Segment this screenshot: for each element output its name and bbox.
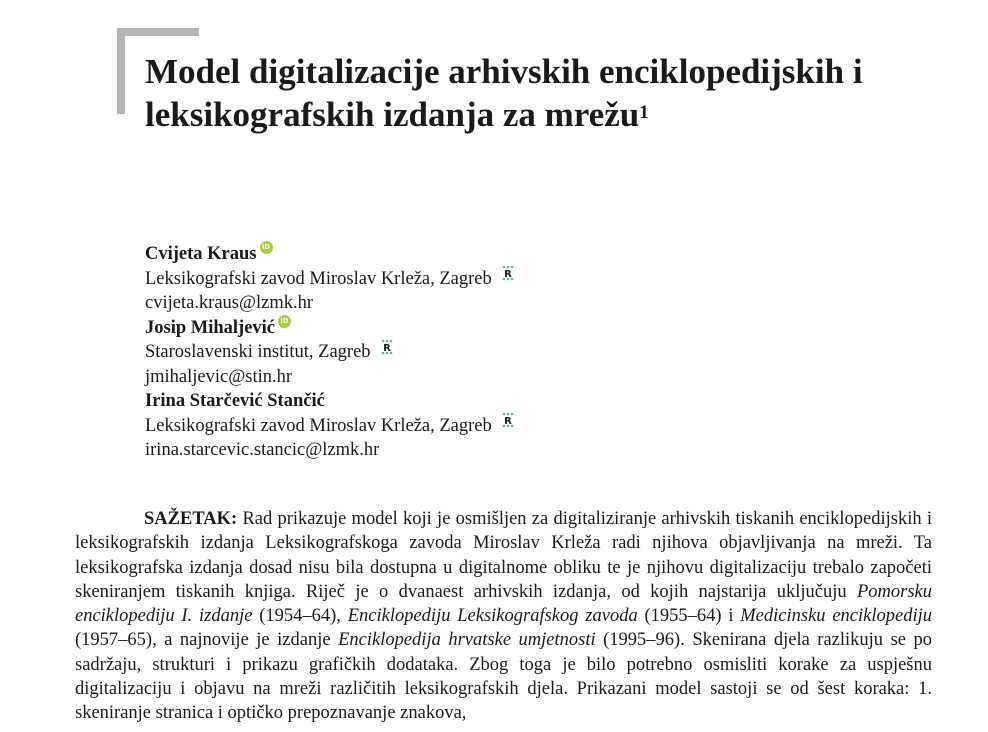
- author-affiliation: Staroslavenski institut, Zagreb: [145, 342, 371, 362]
- abstract-label: SAŽETAK:: [144, 509, 238, 529]
- author-name: Cvijeta Kraus: [145, 244, 257, 264]
- ror-icon[interactable]: [502, 411, 514, 436]
- abstract: [75, 507, 932, 726]
- author-name: Irina Starčević Stančić: [145, 391, 325, 411]
- abstract-text: (1995–96). Skenirana djela razlikuju se po sadržaju, strukturi i prikazu grafičkih dodataka. Zbog toga je bilo potrebno osmisliti korake za uspješnu digitalizaciju i objavu na mreži različitih leksikografskih djela. Prikazani model sastoji se od šest koraka: 1. skeniranje stranica i optičko prepoznavanje znakova,: [75, 630, 932, 724]
- author-email-line: [145, 365, 514, 390]
- author-email[interactable]: jmihaljevic@stin.hr: [145, 366, 293, 387]
- author-name: Josip Mihaljević: [145, 317, 276, 338]
- ror-icon[interactable]: [381, 338, 393, 363]
- author-email[interactable]: irina.starcevic.stancic@lzmk.hr: [145, 440, 380, 460]
- author-affiliation-line: [145, 340, 514, 365]
- author-email-line: [145, 291, 514, 316]
- author-affiliation-line: [145, 267, 514, 292]
- paper-title: [145, 50, 945, 136]
- title-footnote-marker[interactable]: 1: [639, 102, 649, 123]
- ror-icon-letter: R: [503, 269, 512, 280]
- abstract-text: Rad prikazuje model koji je osmišljen za digitaliziranje arhivskih tiskanih enciklopedijskih i leksikografskih izdanja Leksikografskoga zavoda Miroslav Krleža radi njihova objavljivanja na mreži. Ta leksikografska izdanja dosad nisu bila dostupna u digitalnome obliku te je njihovu digitalizaciju trebalo započeti skeniranjem tiskanih knjiga. Riječ je o dvanaest arhivskih izdanja, od kojih najstarija uključuju: [75, 509, 932, 602]
- author-affiliation: Leksikografski zavod Miroslav Krleža, Zagreb: [145, 268, 492, 289]
- author-email[interactable]: cvijeta.kraus@lzmk.hr: [145, 293, 314, 313]
- title-bracket-vertical: [117, 28, 125, 114]
- author-list: [145, 242, 514, 463]
- ror-icon[interactable]: [502, 264, 514, 289]
- author-name-line: [145, 389, 514, 414]
- abstract-text: (1955–64) i: [637, 606, 741, 627]
- author-name-line: [145, 316, 514, 341]
- title-bracket-horizontal: [117, 28, 199, 36]
- orcid-icon[interactable]: iD: [278, 315, 291, 328]
- abstract-title-ref: Enciklopediju Leksikografskog zavoda: [347, 606, 638, 627]
- abstract-text: (1957–65), a najnovije je izdanje: [75, 630, 339, 651]
- abstract-title-ref: Enciklopedija hrvatske umjetnosti: [338, 630, 596, 651]
- author-affiliation: Leksikografski zavod Miroslav Krleža, Zagreb: [145, 415, 492, 436]
- author-affiliation-line: [145, 414, 514, 439]
- orcid-icon[interactable]: iD: [260, 241, 273, 254]
- ror-icon-letter: R: [382, 342, 391, 354]
- author-name-line: [145, 242, 514, 267]
- abstract-text: (1954–64),: [252, 606, 348, 627]
- author-email-line: [145, 438, 514, 463]
- paper-title-text: Model digitalizacije arhivskih enciklopedijskih i leksikografskih izdanja za mrežu: [145, 52, 863, 134]
- ror-icon-letter: R: [503, 416, 512, 427]
- abstract-title-ref: Pomorsku enciklopediju I. izdanje: [75, 581, 932, 627]
- abstract-title-ref: Medicinsku enciklopediju: [740, 606, 932, 627]
